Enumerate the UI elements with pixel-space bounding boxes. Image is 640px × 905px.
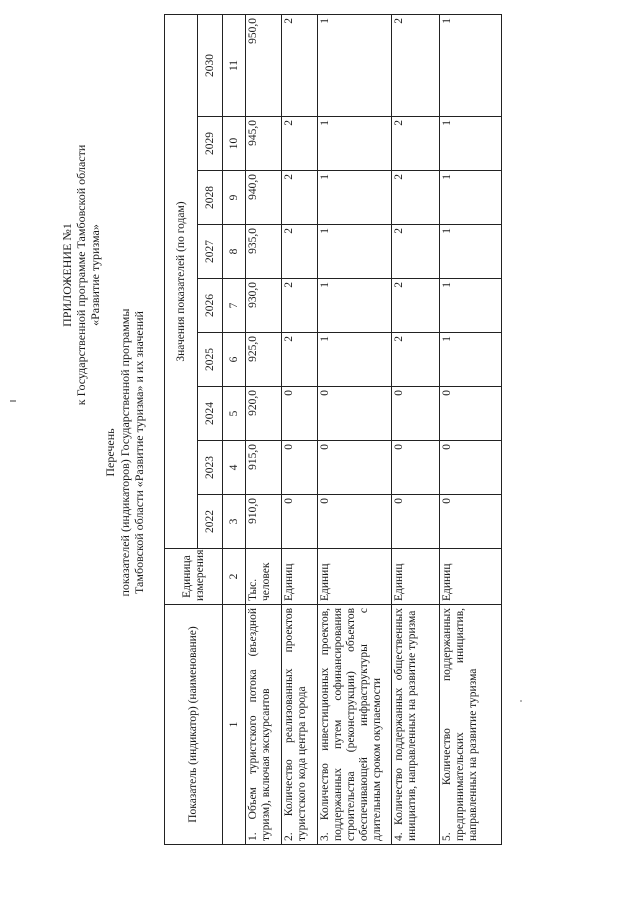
value-cell: 0	[440, 495, 502, 549]
value-cell: 0	[282, 495, 318, 549]
year-header: 2025	[198, 333, 223, 387]
value-cell: 0	[392, 387, 440, 441]
indicator-name-cell: 5. Количество поддержанных предпринимательских инициатив, направленных на развитие туризма	[440, 605, 502, 845]
value-cell: 2	[282, 171, 318, 225]
value-cell: 950,0	[246, 14, 282, 116]
value-cell: 1	[440, 171, 502, 225]
year-header: 2028	[198, 171, 223, 225]
table-row	[318, 14, 392, 844]
table-body	[246, 14, 502, 844]
value-cell: 2	[282, 279, 318, 333]
indicator-name-cell: 2. Количество реализованных проектов туристского кода центра города	[282, 605, 318, 845]
value-cell: 920,0	[246, 387, 282, 441]
column-number: 9	[223, 171, 246, 225]
column-number: 8	[223, 225, 246, 279]
header-indicator: Показатель (индикатор) (наименование)	[165, 605, 223, 845]
value-cell: 925,0	[246, 333, 282, 387]
year-header: 2026	[198, 279, 223, 333]
unit-cell: Тыс. человек	[246, 549, 282, 605]
appendix-program-name: «Развитие туризма»	[88, 224, 102, 326]
value-cell: 2	[392, 117, 440, 171]
indicators-table	[164, 14, 502, 845]
year-header: 2030	[198, 14, 223, 116]
value-cell: 1	[318, 225, 392, 279]
column-number: 11	[223, 14, 246, 116]
table-row	[282, 14, 318, 844]
value-cell: 1	[318, 171, 392, 225]
year-header: 2022	[198, 495, 223, 549]
column-number: 2	[223, 549, 246, 605]
value-cell: 0	[318, 495, 392, 549]
value-cell: 0	[440, 387, 502, 441]
indicator-name-cell: 4. Количество поддержанных общественных инициатив, направленных на развитие туризма	[392, 605, 440, 845]
value-cell: 1	[440, 279, 502, 333]
year-header: 2023	[198, 441, 223, 495]
value-cell: 935,0	[246, 225, 282, 279]
column-number: 1	[223, 605, 246, 845]
unit-cell: Единиц	[392, 549, 440, 605]
value-cell: 1	[440, 225, 502, 279]
value-cell: 0	[440, 441, 502, 495]
value-cell: 0	[282, 387, 318, 441]
value-cell: 1	[440, 14, 502, 116]
table-row	[246, 14, 282, 844]
value-cell: 1	[318, 333, 392, 387]
column-number: 7	[223, 279, 246, 333]
year-header: 2027	[198, 225, 223, 279]
value-cell: 2	[282, 333, 318, 387]
value-cell: 1	[318, 279, 392, 333]
value-cell: 940,0	[246, 171, 282, 225]
column-number: 10	[223, 117, 246, 171]
column-number: 6	[223, 333, 246, 387]
value-cell: 2	[282, 225, 318, 279]
table-row	[392, 14, 440, 844]
table-row	[440, 14, 502, 844]
value-cell: 915,0	[246, 441, 282, 495]
header-unit: Единица измерения	[165, 549, 223, 605]
value-cell: 0	[282, 441, 318, 495]
title-line-1: Перечень	[103, 428, 117, 477]
value-cell: 1	[318, 117, 392, 171]
title-line-2: показателей (индикаторов) Государственной программы	[117, 308, 132, 597]
appendix-block	[60, 125, 102, 425]
column-number-row	[223, 14, 246, 844]
title-line-3: Тамбовской области «Развитие туризма» и их значений	[132, 311, 146, 594]
year-header: 2024	[198, 387, 223, 441]
value-cell: 2	[392, 225, 440, 279]
value-cell: 1	[318, 14, 392, 116]
value-cell: 1	[440, 117, 502, 171]
value-cell: 945,0	[246, 117, 282, 171]
value-cell: 1	[440, 333, 502, 387]
header-values-group: Значения показателей (по годам)	[165, 14, 198, 548]
appendix-number: ПРИЛОЖЕНИЕ №1	[60, 223, 74, 327]
value-cell: 930,0	[246, 279, 282, 333]
column-number: 3	[223, 495, 246, 549]
value-cell: 0	[318, 441, 392, 495]
value-cell: 2	[392, 14, 440, 116]
indicator-name-cell: 1. Объем туристского потока (въездной туризм), включая экскурсантов	[246, 605, 282, 845]
document-title	[103, 0, 147, 905]
value-cell: 2	[392, 279, 440, 333]
value-cell: 2	[392, 171, 440, 225]
value-cell: 0	[392, 495, 440, 549]
value-cell: 910,0	[246, 495, 282, 549]
indicator-name-cell: 3. Количество инвестиционных проектов, поддержанных путем софинансирования строительства (реконструкции) объектов обеспечивающей инфраструктуры с длительным сроком окупаемости	[318, 605, 392, 845]
value-cell: 2	[392, 333, 440, 387]
unit-cell: Единиц	[440, 549, 502, 605]
value-cell: 0	[392, 441, 440, 495]
year-header: 2029	[198, 117, 223, 171]
unit-cell: Единиц	[282, 549, 318, 605]
column-number: 5	[223, 387, 246, 441]
value-cell: 2	[282, 14, 318, 116]
unit-cell: Единиц	[318, 549, 392, 605]
column-number: 4	[223, 441, 246, 495]
appendix-reference: к Государственной программе Тамбовской области	[74, 144, 88, 406]
value-cell: 0	[318, 387, 392, 441]
value-cell: 2	[282, 117, 318, 171]
